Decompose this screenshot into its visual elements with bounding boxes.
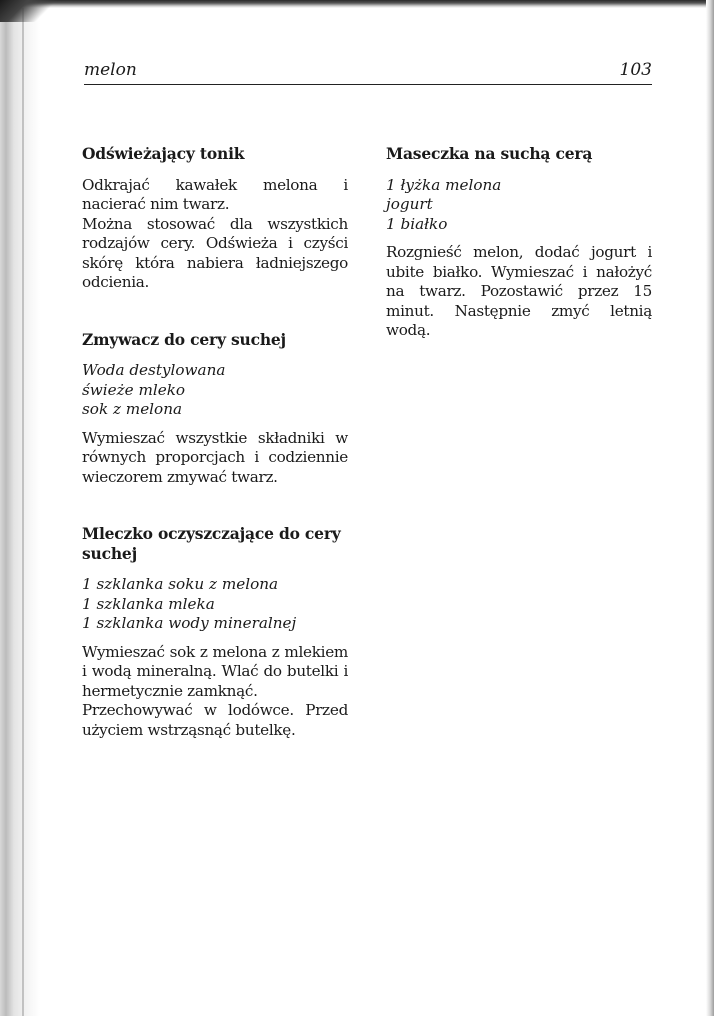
ingredient-item: jogurt	[386, 195, 433, 213]
ingredient-item: świeże mleko	[82, 380, 186, 399]
recipe-method	[386, 243, 652, 341]
ingredient-list	[82, 575, 348, 634]
recipe-method	[82, 429, 348, 488]
ingredient-item: 1 szklanka mleka	[82, 594, 215, 613]
ingredient-item: 1 szklanka soku z melona	[82, 575, 279, 593]
ingredient-item: 1 szklanka wody mineralnej	[82, 614, 297, 632]
right-column	[386, 140, 652, 378]
page-right-edge	[706, 0, 714, 1016]
ingredient-item: Woda destylowana	[82, 361, 226, 379]
recipe-title: Mleczko oczyszczające do cery suchej	[82, 524, 341, 563]
running-header	[84, 58, 652, 85]
recipe-method	[82, 643, 348, 741]
recipe-title: Maseczka na suchą cerą	[386, 144, 593, 163]
book-gutter	[0, 0, 40, 1016]
recipe-refreshing-tonic	[82, 144, 348, 293]
recipe-title: Odświeżający tonik	[82, 144, 245, 163]
method-paragraph: Przechowywać w lodówce. Przed użyciem wstrząsnąć butelkę.	[82, 701, 348, 739]
page-top-corner	[0, 0, 60, 22]
left-column	[82, 140, 348, 777]
recipe-method	[82, 176, 348, 293]
ingredient-item: sok z melona	[82, 400, 183, 418]
page-number: 103	[619, 60, 652, 80]
recipe-cleansing-milk	[82, 524, 348, 740]
recipe-dry-skin-mask	[386, 144, 652, 341]
running-title: melon	[84, 60, 137, 80]
recipe-dry-skin-cleanser	[82, 330, 348, 488]
recipe-title: Zmywacz do cery suchej	[82, 329, 286, 349]
method-paragraph: Można stosować dla wszystkich rodzajów cery. Odświeża i czyści skórę która nabiera ładniejszego odcienia.	[82, 214, 348, 291]
ingredient-item: 1 białko	[386, 214, 448, 233]
method-paragraph: Wymieszać sok z melona z mlekiem i wodą mineralną. Wlać do butelki i hermetycznie zamknąć.	[82, 642, 348, 700]
method-paragraph: Odkrajać kawałek melona i nacierać nim twarz.	[82, 175, 348, 213]
method-paragraph: Rozgnieść melon, dodać jogurt i ubite białko. Wymieszać i nałożyć na twarz. Pozostawić przez 15 minut. Następnie zmyć letnią wodą.	[386, 243, 652, 339]
ingredient-list	[82, 361, 348, 420]
page-top-edge	[0, 0, 714, 8]
ingredient-item: 1 łyżka melona	[386, 175, 502, 194]
gutter-shadow-line	[22, 0, 24, 1016]
method-paragraph: Wymieszać wszystkie składniki w równych proporcjach i codziennie wieczorem zmywać twarz.	[82, 428, 348, 486]
ingredient-list	[386, 176, 652, 235]
